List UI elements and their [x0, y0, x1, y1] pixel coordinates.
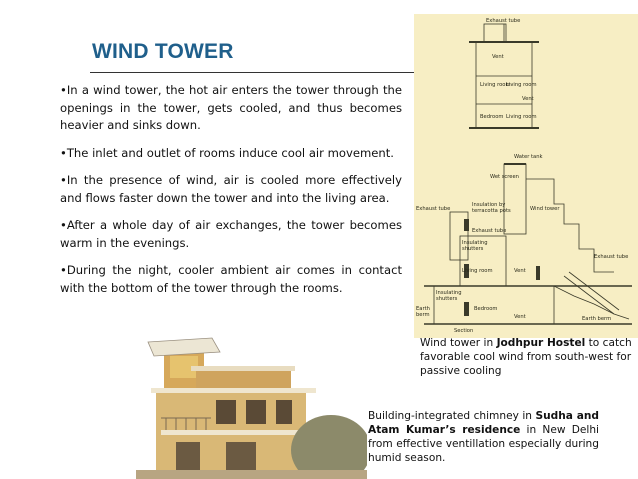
caption-bold: Sudha and Atam Kumar’s residence [368, 410, 599, 436]
label-insulating-shutters: Insulating [436, 290, 462, 296]
label-living-room: Living room [462, 268, 493, 274]
building-photo [136, 330, 367, 479]
label-exhaust-tube: Exhaust tube [486, 18, 521, 24]
bullet-item: •In the presence of wind, air is cooled more effectively and flows faster down the tower and into the living area. [60, 173, 402, 205]
caption-text: in New Delhi from effective ventillation especially during humid season. [368, 424, 599, 464]
label-insulating-shutters: shutters [462, 246, 484, 252]
label-exhaust-tube: Exhaust tube [594, 254, 629, 260]
caption-text: Wind tower in [420, 337, 497, 349]
bullet-item: •In a wind tower, the hot air enters the tower through the openings in the tower, gets cooled, and thus becomes heavier and sinks down. [60, 83, 402, 132]
label-section: Section [454, 328, 474, 334]
label-insulating-shutters: Insulating [462, 240, 488, 246]
label-insulation: terracotta pots [472, 208, 511, 214]
caption-text: to catch favorable cool wind from south-west for passive cooling [420, 337, 632, 377]
label-wet-screen: Wet screen [490, 174, 519, 180]
label-vent: Vent [514, 314, 526, 320]
caption-jodhpur-hostel [420, 336, 632, 378]
label-vent: Vent [522, 96, 534, 102]
diagram-drawing [414, 14, 638, 338]
bullet-list [60, 82, 402, 307]
wind-tower-section-diagram [414, 14, 638, 338]
bullet-item: •After a whole day of air exchanges, the tower becomes warm in the evenings. [60, 218, 402, 250]
label-wind-tower: Wind tower [530, 206, 560, 212]
bullet-item: •During the night, cooler ambient air comes in contact with the bottom of the tower through the rooms. [60, 263, 402, 295]
label-exhaust-tube: Exhaust tube [416, 206, 451, 212]
label-bedroom: Bedroom [474, 306, 498, 312]
label-exhaust-tube: Exhaust tube [472, 228, 507, 234]
title-underline [90, 72, 428, 73]
bullet-item: •The inlet and outlet of rooms induce cool air movement. [60, 145, 394, 160]
label-water-tank: Water tank [514, 154, 543, 160]
label-earth-berm: Earth [416, 306, 430, 312]
label-insulation: Insulation by [472, 202, 506, 208]
caption-text: Building-integrated chimney in [368, 410, 536, 422]
building-photo-drawing [136, 330, 367, 479]
label-vent: Vent [492, 54, 504, 60]
slide-title: WIND TOWER [92, 40, 234, 63]
label-earth-berm: berm [416, 312, 430, 318]
label-bedroom: Bedroom [480, 114, 504, 120]
label-insulating-shutters: shutters [436, 296, 458, 302]
caption-residence [368, 409, 599, 465]
label-vent: Vent [514, 268, 526, 274]
caption-bold: Jodhpur Hostel [496, 337, 586, 349]
label-living-room: Living room [506, 114, 537, 120]
label-living-room: Living room [506, 82, 537, 88]
label-earth-berm: Earth berm [582, 316, 612, 322]
label-living-room: Living room [480, 82, 511, 88]
